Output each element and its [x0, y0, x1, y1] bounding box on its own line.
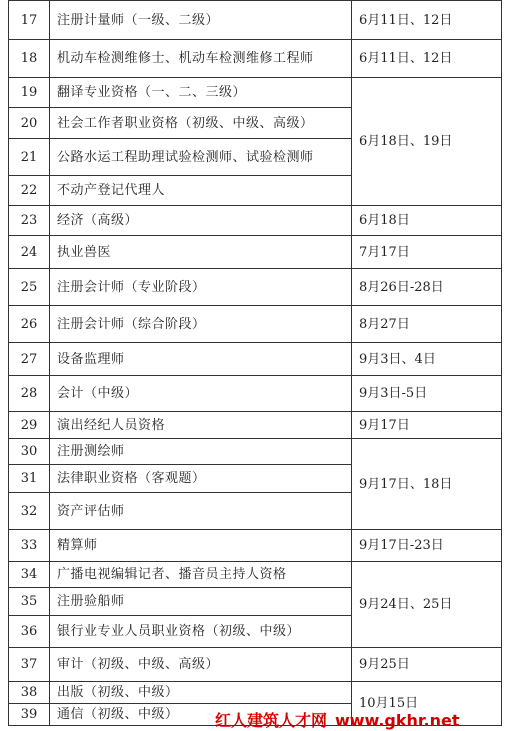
exam-name: 资产评估师: [50, 493, 352, 530]
row-number: 24: [9, 236, 50, 269]
row-number: 39: [9, 704, 50, 726]
exam-date: 9月25日: [352, 648, 502, 682]
exam-date: 8月27日: [352, 306, 502, 343]
row-number: 21: [9, 139, 50, 176]
table-row: [9, 648, 502, 682]
exam-name: 设备监理师: [50, 343, 352, 376]
row-number: 22: [9, 176, 50, 206]
exam-name: 注册会计师（综合阶段）: [50, 306, 352, 343]
exam-name: 精算师: [50, 530, 352, 562]
table-row: [9, 236, 502, 269]
exam-name: 审计（初级、中级、高级）: [50, 648, 352, 682]
exam-name: 广播电视编辑记者、播音员主持人资格: [50, 562, 352, 588]
row-number: 30: [9, 439, 50, 465]
exam-date: 6月18日、19日: [352, 78, 502, 206]
table-row: [9, 40, 502, 78]
exam-date: 6月11日、12日: [352, 1, 502, 40]
row-number: 38: [9, 682, 50, 704]
row-number: 35: [9, 588, 50, 616]
row-number: 28: [9, 376, 50, 412]
exam-name: 注册会计师（专业阶段）: [50, 269, 352, 306]
table-row: [9, 306, 502, 343]
exam-date: 6月18日: [352, 206, 502, 236]
exam-name: 不动产登记代理人: [50, 176, 352, 206]
table-row: [9, 562, 502, 588]
table-row: [9, 376, 502, 412]
exam-name: 经济（高级）: [50, 206, 352, 236]
exam-name: 演出经纪人员资格: [50, 412, 352, 439]
table-row: [9, 439, 502, 465]
row-number: 34: [9, 562, 50, 588]
exam-date: 9月17日: [352, 412, 502, 439]
exam-name: 银行业专业人员职业资格（初级、中级）: [50, 616, 352, 648]
row-number: 19: [9, 78, 50, 108]
row-number: 25: [9, 269, 50, 306]
row-number: 37: [9, 648, 50, 682]
table-row: [9, 530, 502, 562]
row-number: 29: [9, 412, 50, 439]
exam-date: 8月26日-28日: [352, 269, 502, 306]
row-number: 33: [9, 530, 50, 562]
table-row: [9, 78, 502, 108]
exam-name: 法律职业资格（客观题）: [50, 465, 352, 493]
row-number: 26: [9, 306, 50, 343]
row-number: 32: [9, 493, 50, 530]
row-number: 18: [9, 40, 50, 78]
exam-name: 翻译专业资格（一、二、三级）: [50, 78, 352, 108]
exam-name: 注册验船师: [50, 588, 352, 616]
exam-date: 10月15日: [352, 682, 502, 726]
exam-name: 注册测绘师: [50, 439, 352, 465]
site-watermark: [215, 708, 505, 730]
exam-date: 9月17日-23日: [352, 530, 502, 562]
table-row: [9, 206, 502, 236]
table-row: [9, 682, 502, 704]
exam-date: 6月11日、12日: [352, 40, 502, 78]
exam-schedule-table: [8, 0, 502, 726]
table-row: [9, 1, 502, 40]
exam-name: 通信（初级、中级）: [50, 704, 352, 726]
exam-date: 7月17日: [352, 236, 502, 269]
row-number: 36: [9, 616, 50, 648]
exam-name: 会计（中级）: [50, 376, 352, 412]
row-number: 27: [9, 343, 50, 376]
exam-date: 9月17日、18日: [352, 439, 502, 530]
exam-name: 注册计量师（一级、二级）: [50, 1, 352, 40]
watermark-site-name: 红人建筑人才网: [215, 711, 328, 730]
row-number: 23: [9, 206, 50, 236]
exam-name: 社会工作者职业资格（初级、中级、高级）: [50, 108, 352, 139]
exam-date: 9月3日、4日: [352, 343, 502, 376]
exam-name: 公路水运工程助理试验检测师、试验检测师: [50, 139, 352, 176]
row-number: 31: [9, 465, 50, 493]
row-number: 17: [9, 1, 50, 40]
table-row: [9, 343, 502, 376]
table-row: [9, 412, 502, 439]
exam-name: 机动车检测维修士、机动车检测维修工程师: [50, 40, 352, 78]
row-number: 20: [9, 108, 50, 139]
table-row: [9, 269, 502, 306]
exam-name: 出版（初级、中级）: [50, 682, 352, 704]
exam-name: 执业兽医: [50, 236, 352, 269]
watermark-url: www.gkhr.net: [335, 711, 460, 730]
exam-date: 9月24日、25日: [352, 562, 502, 648]
exam-date: 9月3日-5日: [352, 376, 502, 412]
